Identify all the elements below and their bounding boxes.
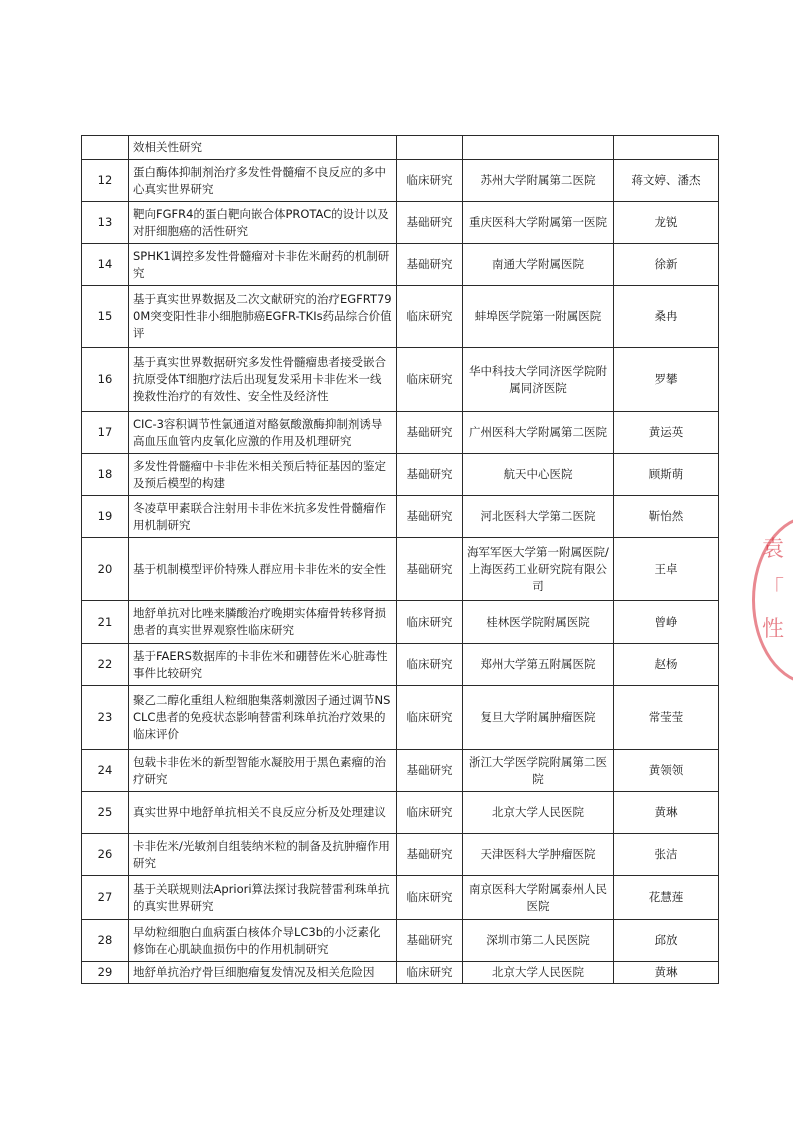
table-row <box>82 686 719 750</box>
project-title: SPHK1调控多发性骨髓瘤对卡非佐米耐药的机制研究 <box>129 244 397 286</box>
seal-char: 「 <box>762 577 785 602</box>
project-title: 聚乙二醇化重组人粒细胞集落刺激因子通过调节NSCLC患者的免疫状态影响替雷利珠单抗治疗效果的临床评价 <box>129 686 397 750</box>
project-title: 靶向FGFR4的蛋白靶向嵌合体PROTAC的设计以及对肝细胞癌的活性研究 <box>129 202 397 244</box>
project-lead: 靳怡然 <box>614 496 719 538</box>
institution: 蚌埠医学院第一附属医院 <box>463 286 614 348</box>
row-number: 22 <box>82 644 129 686</box>
row-number: 20 <box>82 538 129 601</box>
row-number: 15 <box>82 286 129 348</box>
project-title: 真实世界中地舒单抗相关不良反应分析及处理建议 <box>129 792 397 834</box>
institution: 北京大学人民医院 <box>463 792 614 834</box>
research-type: 临床研究 <box>397 962 463 984</box>
table-row <box>82 601 719 644</box>
project-title: 冬凌草甲素联合注射用卡非佐米抗多发性骨髓瘤作用机制研究 <box>129 496 397 538</box>
institution: 重庆医科大学附属第一医院 <box>463 202 614 244</box>
research-type: 临床研究 <box>397 348 463 412</box>
project-table <box>81 135 719 984</box>
institution: 广州医科大学附属第二医院 <box>463 412 614 454</box>
project-title: 地舒单抗治疗骨巨细胞瘤复发情况及相关危险因 <box>129 962 397 984</box>
row-number: 23 <box>82 686 129 750</box>
research-type: 基础研究 <box>397 496 463 538</box>
institution: 华中科技大学同济医学院附属同济医院 <box>463 348 614 412</box>
table-row <box>82 348 719 412</box>
table-row <box>82 644 719 686</box>
project-title: 地舒单抗对比唑来膦酸治疗晚期实体瘤骨转移肾损患者的真实世界观察性临床研究 <box>129 601 397 644</box>
row-number: 19 <box>82 496 129 538</box>
project-title: 包载卡非佐米的新型智能水凝胶用于黑色素瘤的治疗研究 <box>129 750 397 792</box>
table-row <box>82 160 719 202</box>
project-lead: 桑冉 <box>614 286 719 348</box>
project-title: 基于真实世界数据及二次文献研究的治疗EGFRT790M突变阳性非小细胞肺癌EGFR-TKIs药品综合价值评 <box>129 286 397 348</box>
row-number: 16 <box>82 348 129 412</box>
project-lead: 张洁 <box>614 834 719 876</box>
table-row <box>82 962 719 984</box>
row-number: 21 <box>82 601 129 644</box>
row-number: 27 <box>82 876 129 920</box>
table-row <box>82 202 719 244</box>
project-lead <box>614 136 719 160</box>
project-lead: 黄琳 <box>614 792 719 834</box>
seal-char: 性 <box>762 617 785 642</box>
table-row <box>82 876 719 920</box>
project-lead: 黄运英 <box>614 412 719 454</box>
seal-char: 袁 <box>762 537 785 562</box>
institution: 北京大学人民医院 <box>463 962 614 984</box>
table-row <box>82 136 719 160</box>
table-row <box>82 454 719 496</box>
research-type: 临床研究 <box>397 160 463 202</box>
table-row <box>82 750 719 792</box>
research-type: 临床研究 <box>397 792 463 834</box>
project-title: 早幼粒细胞白血病蛋白核体介导LC3b的小泛素化修饰在心肌缺血损伤中的作用机制研究 <box>129 920 397 962</box>
project-title: 基于FAERS数据库的卡非佐米和硼替佐米心脏毒性事件比较研究 <box>129 644 397 686</box>
project-lead: 常莹莹 <box>614 686 719 750</box>
row-number: 18 <box>82 454 129 496</box>
research-type: 基础研究 <box>397 412 463 454</box>
row-number: 24 <box>82 750 129 792</box>
research-type <box>397 136 463 160</box>
project-title: 卡非佐米/光敏剂自组装纳米粒的制备及抗肿瘤作用研究 <box>129 834 397 876</box>
project-title: 蛋白酶体抑制剂治疗多发性骨髓瘤不良反应的多中心真实世界研究 <box>129 160 397 202</box>
institution: 浙江大学医学院附属第二医院 <box>463 750 614 792</box>
project-title: 基于机制模型评价特殊人群应用卡非佐米的安全性 <box>129 538 397 601</box>
research-type: 基础研究 <box>397 834 463 876</box>
table-row <box>82 920 719 962</box>
project-title: 基于关联规则法Apriori算法探讨我院替雷利珠单抗的真实世界研究 <box>129 876 397 920</box>
project-lead: 花慧莲 <box>614 876 719 920</box>
row-number: 26 <box>82 834 129 876</box>
table-row <box>82 412 719 454</box>
project-lead: 邱放 <box>614 920 719 962</box>
institution: 南通大学附属医院 <box>463 244 614 286</box>
research-type: 基础研究 <box>397 750 463 792</box>
row-number: 14 <box>82 244 129 286</box>
institution: 复旦大学附属肿瘤医院 <box>463 686 614 750</box>
project-lead: 蒋文婷、潘杰 <box>614 160 719 202</box>
table-row <box>82 286 719 348</box>
project-title: 基于真实世界数据研究多发性骨髓瘤患者接受嵌合抗原受体T细胞疗法后出现复发采用卡非佐米一线挽救性治疗的有效性、安全性及经济性 <box>129 348 397 412</box>
institution: 桂林医学院附属医院 <box>463 601 614 644</box>
research-type: 临床研究 <box>397 601 463 644</box>
research-type: 临床研究 <box>397 876 463 920</box>
project-lead: 曾峥 <box>614 601 719 644</box>
project-lead: 龙锐 <box>614 202 719 244</box>
project-title: CIC-3容积调节性氯通道对酪氨酸激酶抑制剂诱导高血压血管内皮氧化应激的作用及机理研究 <box>129 412 397 454</box>
research-type: 基础研究 <box>397 538 463 601</box>
table-row <box>82 538 719 601</box>
institution: 航天中心医院 <box>463 454 614 496</box>
project-lead: 王卓 <box>614 538 719 601</box>
seal-lettering <box>762 530 792 650</box>
research-type: 临床研究 <box>397 686 463 750</box>
table-row <box>82 244 719 286</box>
table-row <box>82 792 719 834</box>
institution: 苏州大学附属第二医院 <box>463 160 614 202</box>
institution: 南京医科大学附属泰州人民医院 <box>463 876 614 920</box>
row-number <box>82 136 129 160</box>
row-number: 13 <box>82 202 129 244</box>
institution: 深圳市第二人民医院 <box>463 920 614 962</box>
research-type: 基础研究 <box>397 920 463 962</box>
row-number: 29 <box>82 962 129 984</box>
project-lead: 黄琳 <box>614 962 719 984</box>
project-title: 多发性骨髓瘤中卡非佐米相关预后特征基因的鉴定及预后模型的构建 <box>129 454 397 496</box>
research-type: 临床研究 <box>397 286 463 348</box>
research-type: 基础研究 <box>397 202 463 244</box>
institution: 河北医科大学第二医院 <box>463 496 614 538</box>
research-type: 基础研究 <box>397 454 463 496</box>
project-lead: 黄领领 <box>614 750 719 792</box>
project-lead: 赵杨 <box>614 644 719 686</box>
research-type: 基础研究 <box>397 244 463 286</box>
project-lead: 徐新 <box>614 244 719 286</box>
project-title: 效相关性研究 <box>129 136 397 160</box>
institution: 郑州大学第五附属医院 <box>463 644 614 686</box>
row-number: 28 <box>82 920 129 962</box>
table-row <box>82 834 719 876</box>
institution <box>463 136 614 160</box>
row-number: 17 <box>82 412 129 454</box>
row-number: 25 <box>82 792 129 834</box>
project-lead: 罗攀 <box>614 348 719 412</box>
row-number: 12 <box>82 160 129 202</box>
institution: 海军军医大学第一附属医院/上海医药工业研究院有限公司 <box>463 538 614 601</box>
research-type: 临床研究 <box>397 644 463 686</box>
table-row <box>82 496 719 538</box>
project-lead: 顾斯萌 <box>614 454 719 496</box>
institution: 天津医科大学肿瘤医院 <box>463 834 614 876</box>
